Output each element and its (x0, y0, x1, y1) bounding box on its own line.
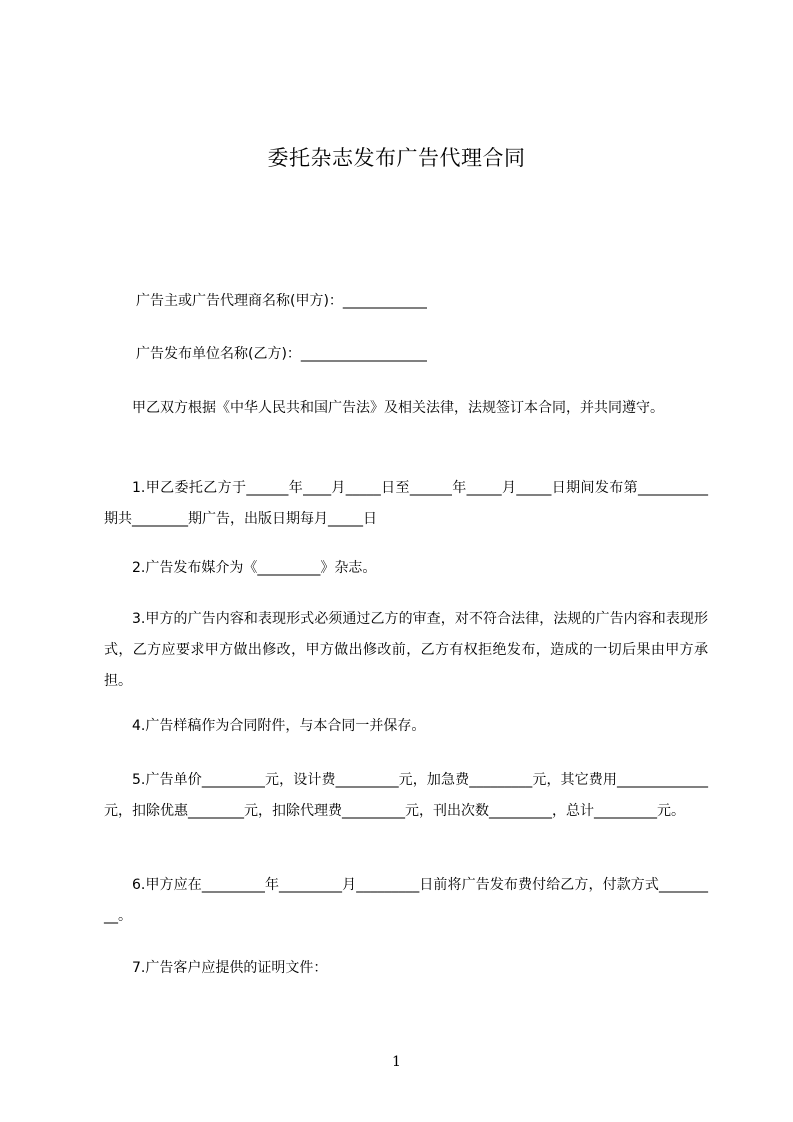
document-title: 委托杂志发布广告代理合同 (267, 146, 526, 170)
clause-5: 5.广告单价_________元，设计费_________元，加急费_________元，其它费用_____________元，扣除优惠________元，扣除代理费_________元，刊出次数_________，总计_________元。 (104, 772, 708, 819)
clause-3: 3.甲方的广告内容和表现形式必须通过乙方的审查，对不符合法律，法规的广告内容和表现形式，乙方应要求甲方做出修改，甲方做出修改前，乙方有权拒绝发布，造成的一切后果由甲方承担。 (104, 611, 708, 689)
clause-7: 7.广告客户应提供的证明文件： (132, 960, 328, 976)
clause-2: 2.广告发布媒介为《_________》杂志。 (132, 560, 377, 576)
page-number: 1 (392, 1054, 401, 1070)
party-a-line: 广告主或广告代理商名称(甲方)：____________ (136, 293, 427, 309)
intro-paragraph: 甲乙双方根据《中华人民共和国广告法》及相关法律，法规签订本合同，并共同遵守。 (132, 400, 664, 416)
clause-4: 4.广告样稿作为合同附件，与本合同一并保存。 (132, 718, 426, 734)
party-b-line: 广告发布单位名称(乙方)：__________________ (136, 346, 427, 362)
clause-6: 6.甲方应在_________年_________月_________日前将广告发布费付给乙方，付款方式_________。 (104, 877, 708, 924)
clause-1: 1.甲乙委托乙方于______年____月_____日至______年_____月_____日期间发布第__________期共________期广告，出版日期每月_____日 (104, 480, 708, 527)
